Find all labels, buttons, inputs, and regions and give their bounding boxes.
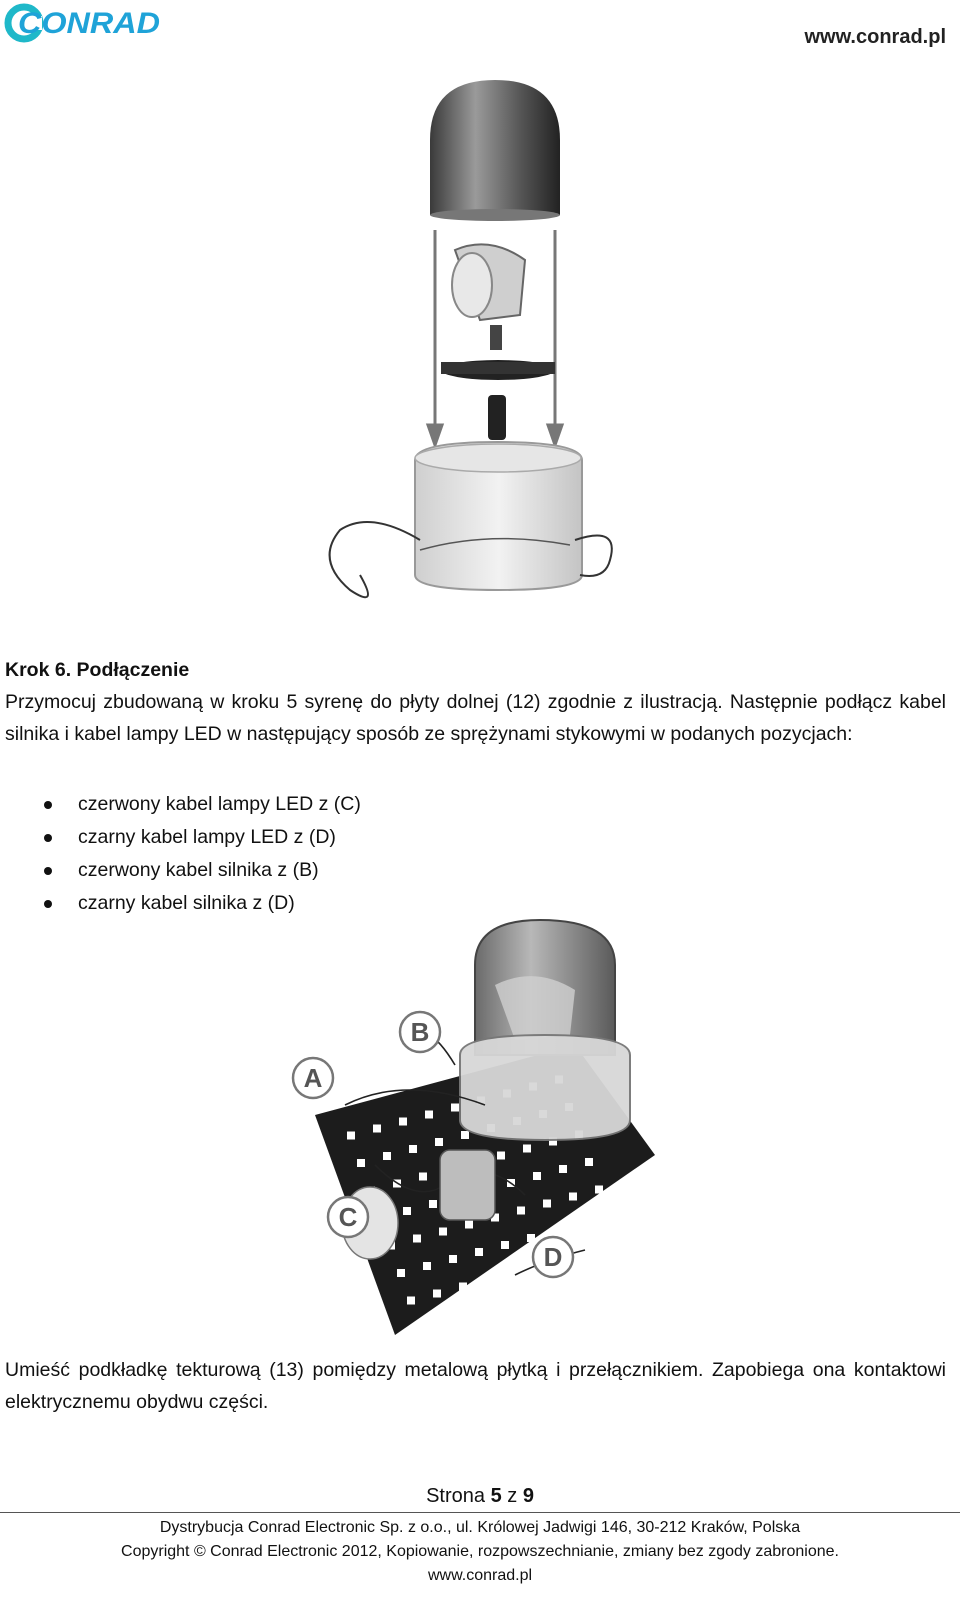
grid-hole [559, 1165, 567, 1173]
connection-list [0, 788, 361, 920]
label-b: B [410, 1017, 430, 1047]
bullet-icon [44, 834, 52, 842]
footer-divider [0, 1512, 960, 1513]
grid-hole [435, 1138, 443, 1146]
site-url: www.conrad.pl [804, 26, 946, 48]
footer-copyright: Copyright © Conrad Electronic 2012, Kopiowanie, rozpowszechnianie, zmiany bez zgody zabronione. [121, 1543, 839, 1560]
grid-hole [409, 1145, 417, 1153]
bullet-icon [44, 801, 52, 809]
page-number: Strona 5 z 9 [426, 1485, 534, 1507]
grid-hole [357, 1159, 365, 1167]
conrad-logo [4, 2, 164, 44]
grid-hole [397, 1269, 405, 1277]
logo-text: CONRAD [18, 7, 160, 40]
step-paragraph: Przymocuj zbudowaną w kroku 5 syrenę do płyty dolnej (12) zgodnie z ilustracją. Następnie podłącz kabel silnika i kabel lampy LED w następujący sposób ze sprężynami stykowymi w podanych pozycjach: [5, 691, 946, 745]
grid-hole [465, 1221, 473, 1229]
list-item: czarny kabel lampy LED z (D) [0, 821, 361, 854]
grid-hole [403, 1207, 411, 1215]
grid-hole [589, 1248, 597, 1256]
grid-hole [459, 1283, 467, 1291]
grid-hole [383, 1152, 391, 1160]
grid-hole [605, 1213, 613, 1221]
bullet-icon [44, 900, 52, 908]
grid-hole [475, 1248, 483, 1256]
step-title: Krok 6. Podłączenie [5, 659, 190, 681]
grid-hole [407, 1297, 415, 1305]
grid-hole [347, 1132, 355, 1140]
grid-hole [511, 1269, 519, 1277]
label-a: A [303, 1063, 323, 1093]
grid-hole [413, 1235, 421, 1243]
grid-hole [423, 1262, 431, 1270]
grid-hole [527, 1234, 535, 1242]
label-c: C [338, 1202, 358, 1232]
label-d: D [543, 1242, 563, 1272]
instruction-paragraph: Umieść podkładkę tekturową (13) pomiędzy metalową płytką i przełącznikiem. Zapobiega ona kontaktowi elektrycznemu obydwu części. [5, 1359, 946, 1413]
grid-hole [399, 1118, 407, 1126]
grid-hole [485, 1276, 493, 1284]
grid-hole [569, 1193, 577, 1201]
grid-hole [419, 1173, 427, 1181]
list-item: czerwony kabel lampy LED z (C) [0, 788, 361, 821]
list-item: czerwony kabel silnika z (B) [0, 854, 361, 887]
grid-hole [523, 1145, 531, 1153]
bullet-icon [44, 867, 52, 875]
grid-hole [433, 1290, 441, 1298]
list-item: czarny kabel silnika z (D) [0, 887, 361, 920]
grid-hole [585, 1158, 593, 1166]
grid-hole [501, 1241, 509, 1249]
grid-hole [543, 1200, 551, 1208]
grid-hole [533, 1172, 541, 1180]
grid-hole [595, 1186, 603, 1194]
footer-url: www.conrad.pl [427, 1567, 533, 1584]
grid-hole [449, 1255, 457, 1263]
grid-hole [517, 1207, 525, 1215]
grid-hole [373, 1125, 381, 1133]
grid-hole [425, 1111, 433, 1119]
grid-hole [579, 1220, 587, 1228]
footer [0, 1516, 960, 1588]
siren-wiring-illustration [285, 905, 665, 1345]
grid-hole [439, 1228, 447, 1236]
grid-hole [451, 1104, 459, 1112]
grid-hole [461, 1131, 469, 1139]
siren-exploded-illustration [310, 70, 630, 620]
grid-hole [429, 1200, 437, 1208]
grid-hole [615, 1241, 623, 1249]
grid-hole [553, 1227, 561, 1235]
footer-address: Dystrybucja Conrad Electronic Sp. z o.o., ul. Królowej Jadwigi 146, 30-212 Kraków, Polska [159, 1519, 801, 1536]
grid-hole [497, 1152, 505, 1160]
